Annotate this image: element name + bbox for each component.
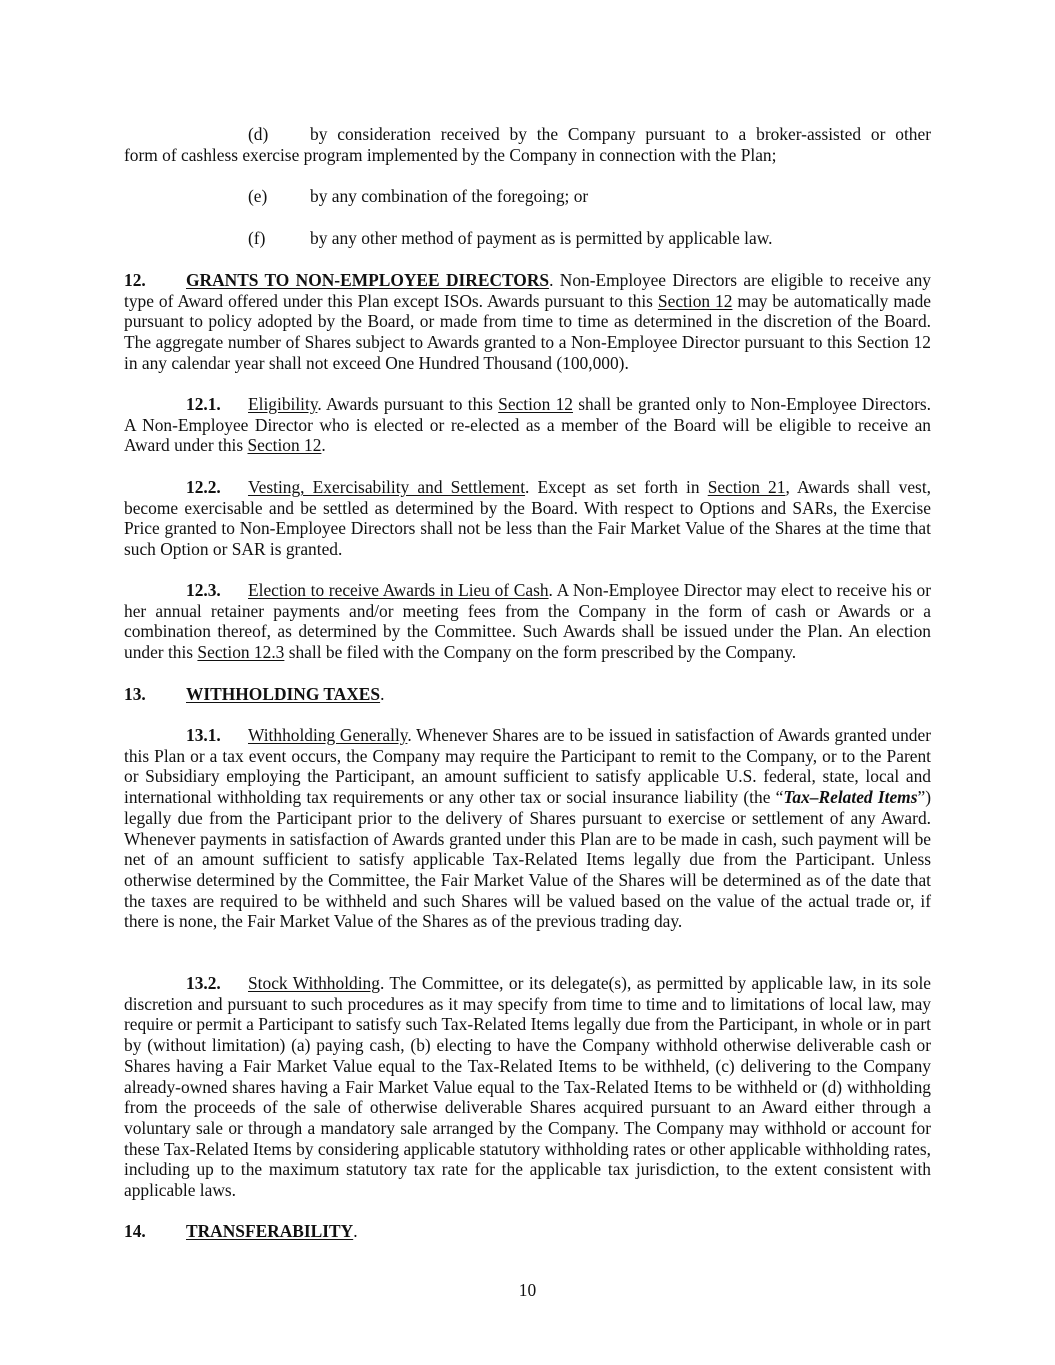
section-reference: Section 12 (498, 394, 573, 414)
section-text: . Whenever Shares are to be issued in satisfaction of Awards granted under this Plan or a tax event occurs, the Company may require the Participant to remit to the Company, or to the Parent or Subsidiary employing the Participant, an amount sufficient to satisfy applicable U.S. federal, state, local and international withholding tax requirements or any other tax or social insurance liability (the “ (124, 725, 931, 808)
list-item-e (124, 186, 931, 207)
section-title: WITHHOLDING TAXES (186, 684, 381, 704)
section-text: shall be filed with the Company on the form prescribed by the Company. (284, 642, 797, 663)
section-13 (124, 684, 931, 705)
section-reference: Section 21 (707, 477, 786, 497)
subsection-heading: Election to receive Awards in Lieu of Cash (248, 580, 549, 600)
subsection-heading: Eligibility (248, 394, 318, 414)
section-text: . (353, 1221, 358, 1241)
section-reference: Section 12 (657, 290, 733, 311)
list-item-text-continued: form of cashless exercise program implemented by the Company in connection with the Plan; (124, 144, 777, 165)
list-item-text: by any combination of the foregoing; or (310, 186, 589, 206)
subsection-number: 13.1. (186, 725, 221, 745)
section-text: . Except as set forth in (525, 477, 708, 497)
section-text: . (380, 684, 385, 704)
section-reference: Section 12.3 (197, 642, 285, 663)
list-item-text: by consideration received by the Company pursuant to a broker-assisted or other (310, 124, 931, 144)
section-number: 14. (124, 1221, 146, 1241)
section-text: . The Committee, or its delegate(s), as permitted by applicable law, in its sole discretion and pursuant to such procedures as it may specify from time to time and to limitations of local law, may require or permit a Participant to satisfy such Tax-Related Items legally due from the Participant, in whole or in part by (without limitation) (a) paying cash, (b) electing to have the Company withhold otherwise deliverable cash or Shares having a Fair Market Value equal to the Tax-Related Items to be withheld, (c) delivering to the Company already-owned shares having a Fair Market Value equal to the Tax-Related Items to be withheld or (d) withholding from the proceeds of the sale of otherwise deliverable Shares acquired pursuant to an Award either through a voluntary sale or through a mandatory sale arranged by the Company. The Company may withhold or account for these Tax-Related Items by considering applicable statutory withholding rates or other applicable withholding rates, including up to the maximum statutory tax rate for the applicable tax jurisdiction, to the extent consistent with applicable laws. (124, 973, 931, 1201)
section-title: TRANSFERABILITY (186, 1221, 354, 1241)
section-12-3 (124, 580, 931, 663)
section-number: 13. (124, 684, 146, 704)
list-item-label: (f) (248, 228, 266, 248)
list-item-label: (d) (248, 124, 269, 144)
section-12-2 (124, 477, 931, 560)
subsection-heading: Vesting, Exercisability and Settlement (248, 477, 526, 497)
section-text: . (321, 435, 326, 456)
section-text: ”) legally due from the Participant prior to the delivery of Shares pursuant to exercise or settlement of any Award. Whenever payments in satisfaction of Awards granted under this Plan are to be made in cash, such payment will be net of an amount sufficient to satisfy applicable Tax-Related Items legally due from the Participant. Unless otherwise determined by the Committee, the Fair Market Value of the Shares will be determined as of the date that the taxes are required to be withheld and such Shares will be valued based on the value of the actual trade or, if there is none, the Fair Market Value of the Shares as of the previous trading day. (124, 787, 931, 932)
subsection-number: 13.2. (186, 973, 221, 993)
subsection-heading: Stock Withholding (248, 973, 380, 993)
section-reference: Section 12 (247, 435, 322, 456)
list-item-text: by any other method of payment as is permitted by applicable law. (310, 228, 773, 248)
subsection-number: 12.3. (186, 580, 221, 600)
section-12-1 (124, 394, 931, 456)
section-text: shall be granted only to Non-Employee Directors. A Non-Employee Director who is elected or re-elected as a member of the Board will be eligible to receive an Award under this (124, 394, 931, 456)
subsection-heading: Withholding Generally (248, 725, 408, 745)
list-item-label: (e) (248, 186, 268, 206)
section-text: . Awards pursuant to this (317, 394, 499, 414)
section-text: may be automatically made pursuant to policy adopted by the Board, or made from time to time as determined in the discretion of the Board. The aggregate number of Shares subject to Awards granted to a Non-Employee Director pursuant to this Section 12 in any calendar year shall not exceed One Hundred Thousand (100,000). (124, 290, 931, 373)
section-number: 12. (124, 270, 146, 290)
section-13-1 (124, 725, 931, 932)
defined-term: Tax–Related Items (783, 787, 918, 808)
section-title: GRANTS TO NON-EMPLOYEE DIRECTORS (186, 270, 550, 290)
list-item-f (124, 228, 931, 249)
section-13-2 (124, 973, 931, 1201)
section-text: . A Non-Employee Director may elect to receive his or her annual retainer payments and/or meeting fees from the Company in the form of cash or Awards or a combination thereof, as determined by the Committee. Such Awards shall be issued under the Plan. An election under this (124, 580, 931, 663)
section-14 (124, 1221, 931, 1242)
subsection-number: 12.2. (186, 477, 221, 497)
section-12 (124, 270, 931, 374)
list-item-d (124, 124, 931, 165)
page-number: 10 (518, 1280, 537, 1300)
section-text: . Non-Employee Directors are eligible to receive any type of Award offered under this Plan except ISOs. Awards pursuant to this (124, 270, 931, 311)
section-text: , Awards shall vest, become exercisable and be settled as determined by the Board. With respect to Options and SARs, the Exercise Price granted to Non-Employee Directors shall not be less than the Fair Market Value of the Shares at the time that such Option or SAR is granted. (124, 477, 931, 560)
subsection-number: 12.1. (186, 394, 221, 414)
